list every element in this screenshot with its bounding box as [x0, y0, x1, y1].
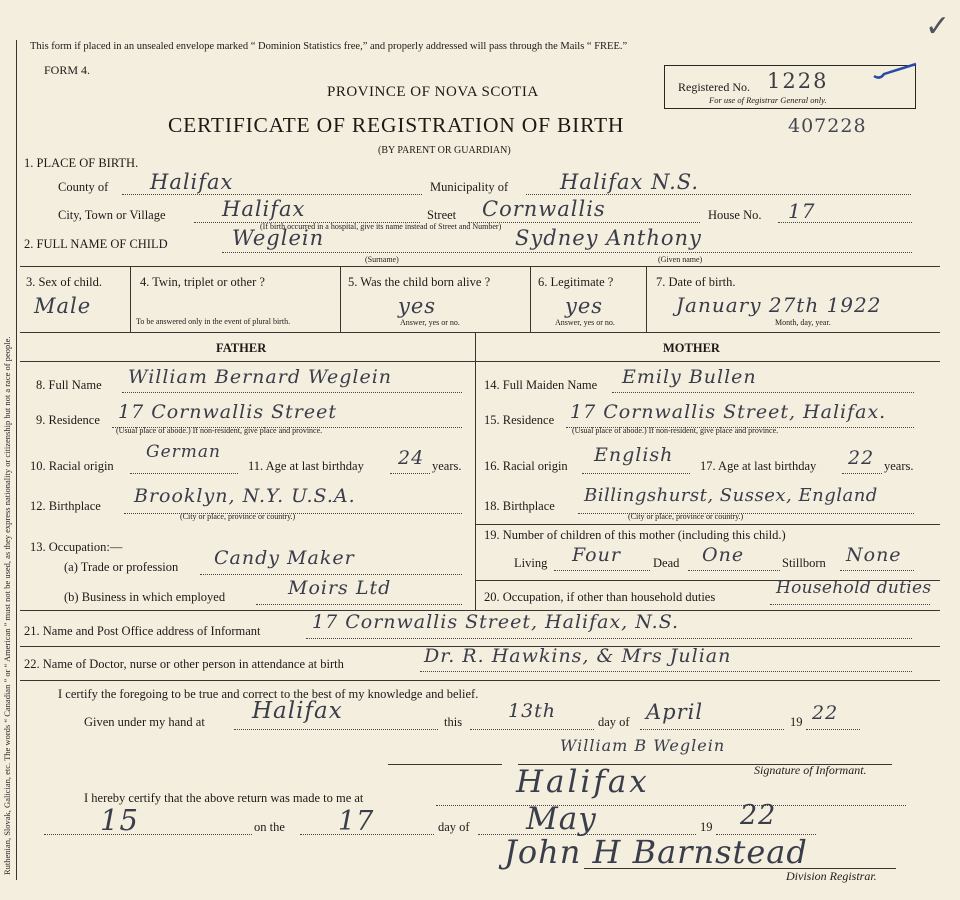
father-age-label: 11. Age at last birthday: [248, 459, 364, 473]
mother-occupation-value: Household duties: [776, 578, 932, 598]
father-name-value: William Bernard Weglein: [128, 366, 393, 388]
alive-value: yes: [398, 294, 437, 318]
doctor-label: 22. Name of Doctor, nurse or other person in attendance at birth: [24, 657, 344, 671]
trade-label: (a) Trade or profession: [64, 560, 179, 574]
father-heading: FATHER: [216, 341, 267, 355]
county-value: Halifax: [150, 170, 234, 194]
mailing-note: This form if placed in an unsealed envelope marked “ Dominion Statistics free,” and properly addressed will pass through the Mails “ FREE.”: [30, 41, 628, 52]
informant-signature-caption: Signature of Informant.: [754, 763, 867, 777]
birth-date-note: Month, day, year.: [775, 318, 831, 327]
this-label: this: [444, 715, 463, 729]
child-name-label: 2. FULL NAME OF CHILD: [24, 237, 168, 251]
father-racial-label: 10. Racial origin: [30, 459, 114, 473]
mother-age-label: 17. Age at last birthday: [700, 459, 817, 473]
left-margin-rule: [16, 40, 17, 880]
municipality-value: Halifax N.S.: [560, 170, 700, 194]
father-birthplace-label: 12. Birthplace: [30, 499, 101, 513]
registered-label: Registered No.: [678, 80, 750, 94]
province-heading: PROVINCE OF NOVA SCOTIA: [327, 84, 539, 100]
registration-day: 17: [338, 806, 375, 837]
sex-label: 3. Sex of child.: [26, 275, 103, 289]
registrar-statement: I hereby certify that the above return was made to me at: [84, 791, 364, 805]
alive-label: 5. Was the child born alive ?: [348, 275, 491, 289]
father-residence-value: 17 Cornwallis Street: [118, 401, 337, 423]
father-racial-value: German: [146, 442, 221, 462]
living-label: Living: [514, 556, 548, 570]
mother-name-label: 14. Full Maiden Name: [484, 378, 598, 392]
house-label: House No.: [708, 208, 762, 222]
given-caption: (Given name): [658, 255, 703, 264]
informant-value: 17 Cornwallis Street, Halifax, N.S.: [312, 611, 680, 633]
certificate-title: CERTIFICATE OF REGISTRATION OF BIRTH: [168, 113, 625, 137]
doctor-value: Dr. R. Hawkins, & Mrs Julian: [424, 645, 732, 667]
registration-number: 15: [100, 803, 139, 837]
registrar-place: Halifax: [516, 764, 650, 800]
mother-birthplace-value: Billingshurst, Sussex, England: [584, 485, 878, 506]
certification-statement: I certify the foregoing to be true and correct to the best of my knowledge and belief.: [58, 687, 479, 701]
mother-birthplace-note: (City or place, province or country.): [628, 512, 744, 521]
registered-number: 1228: [767, 69, 829, 93]
given-month: April: [646, 700, 704, 724]
registration-month: May: [526, 801, 597, 837]
dead-value: One: [702, 544, 745, 566]
given-year: 22: [812, 702, 839, 724]
alive-note: Answer, yes or no.: [400, 318, 460, 327]
registration-box: [664, 65, 916, 109]
sex-value: Male: [34, 294, 92, 318]
father-residence-label: 9. Residence: [36, 413, 100, 427]
mother-birthplace-label: 18. Birthplace: [484, 499, 555, 513]
given-place: Halifax: [252, 698, 343, 724]
twin-label: 4. Twin, triplet or other ?: [140, 275, 265, 289]
hospital-note: (If birth occurred in a hospital, give its name instead of Street and Number): [260, 222, 502, 231]
father-age-unit: years.: [432, 459, 462, 473]
mother-occupation-label: 20. Occupation, if other than household duties: [484, 590, 716, 604]
check-mark: ✓: [925, 9, 952, 44]
year-prefix: 19: [790, 715, 803, 729]
county-label: County of: [58, 180, 109, 194]
registrar-general-note: For use of Registrar General only.: [709, 95, 827, 105]
reg-year-prefix: 19: [700, 820, 713, 834]
mother-racial-label: 16. Racial origin: [484, 459, 568, 473]
certificate-number: 407228: [788, 115, 867, 137]
registration-year: 22: [740, 800, 777, 831]
municipality-label: Municipality of: [430, 180, 509, 194]
street-value: Cornwallis: [482, 197, 606, 221]
certificate-subtitle: (BY PARENT OR GUARDIAN): [378, 145, 511, 156]
reg-day-of-label: day of: [438, 820, 470, 834]
business-label: (b) Business in which employed: [64, 590, 226, 604]
father-residence-note: (Usual place of abode.) If non-resident, give place and province.: [116, 426, 323, 435]
informant-label: 21. Name and Post Office address of Informant: [24, 624, 261, 638]
mother-age-unit: years.: [884, 459, 914, 473]
mother-residence-note: (Usual place of abode.) If non-resident, give place and province.: [572, 426, 779, 435]
stillborn-label: Stillborn: [782, 556, 826, 570]
side-note: Ruthenian, Slovak, Galician, etc. The words “ Canadian ” or “ American ” must not be used, as they express nationality or citizenship but not a race of people.: [2, 336, 12, 875]
dead-label: Dead: [653, 556, 680, 570]
street-label: Street: [427, 208, 457, 222]
on-the-label: on the: [254, 820, 285, 834]
registrar-caption: Division Registrar.: [786, 869, 877, 883]
birth-date-label: 7. Date of birth.: [656, 275, 736, 289]
place-of-birth-heading: 1. PLACE OF BIRTH.: [24, 156, 139, 170]
house-value: 17: [788, 199, 816, 223]
informant-signature: William B Weglein: [560, 736, 726, 755]
city-label: City, Town or Village: [58, 208, 166, 222]
mother-residence-label: 15. Residence: [484, 413, 555, 427]
children-count-label: 19. Number of children of this mother (including this child.): [484, 528, 786, 542]
birth-date-value: January 27th 1922: [676, 293, 882, 317]
mother-residence-value: 17 Cornwallis Street, Halifax.: [570, 401, 887, 423]
living-value: Four: [572, 544, 621, 566]
occupation-label: 13. Occupation:—: [30, 540, 123, 554]
twin-note: To be answered only in the event of plural birth.: [136, 317, 291, 326]
city-value: Halifax: [222, 197, 306, 221]
business-value: Moirs Ltd: [288, 577, 392, 599]
mother-heading: MOTHER: [663, 341, 720, 355]
day-of-label: day of: [598, 715, 630, 729]
form-number: FORM 4.: [44, 63, 91, 77]
legitimate-value: yes: [565, 294, 604, 318]
child-given-value: Sydney Anthony: [515, 226, 702, 250]
mother-age-value: 22: [848, 447, 875, 469]
trade-value: Candy Maker: [214, 547, 355, 569]
legitimate-note: Answer, yes or no.: [555, 318, 615, 327]
mother-racial-value: English: [594, 444, 674, 466]
father-age-value: 24: [398, 447, 425, 469]
father-birthplace-value: Brooklyn, N.Y. U.S.A.: [134, 485, 356, 507]
blue-check-icon: [870, 62, 920, 82]
surname-caption: (Surname): [365, 255, 399, 264]
stillborn-value: None: [846, 544, 902, 566]
given-day: 13th: [508, 700, 557, 722]
legitimate-label: 6. Legitimate ?: [538, 275, 614, 289]
child-surname-value: Weglein: [232, 226, 325, 250]
father-birthplace-note: (City or place, province or country.): [180, 512, 296, 521]
mother-name-value: Emily Bullen: [622, 366, 757, 388]
registrar-signature: John H Barnstead: [504, 833, 808, 871]
given-label: Given under my hand at: [84, 715, 205, 729]
father-name-label: 8. Full Name: [36, 378, 102, 392]
